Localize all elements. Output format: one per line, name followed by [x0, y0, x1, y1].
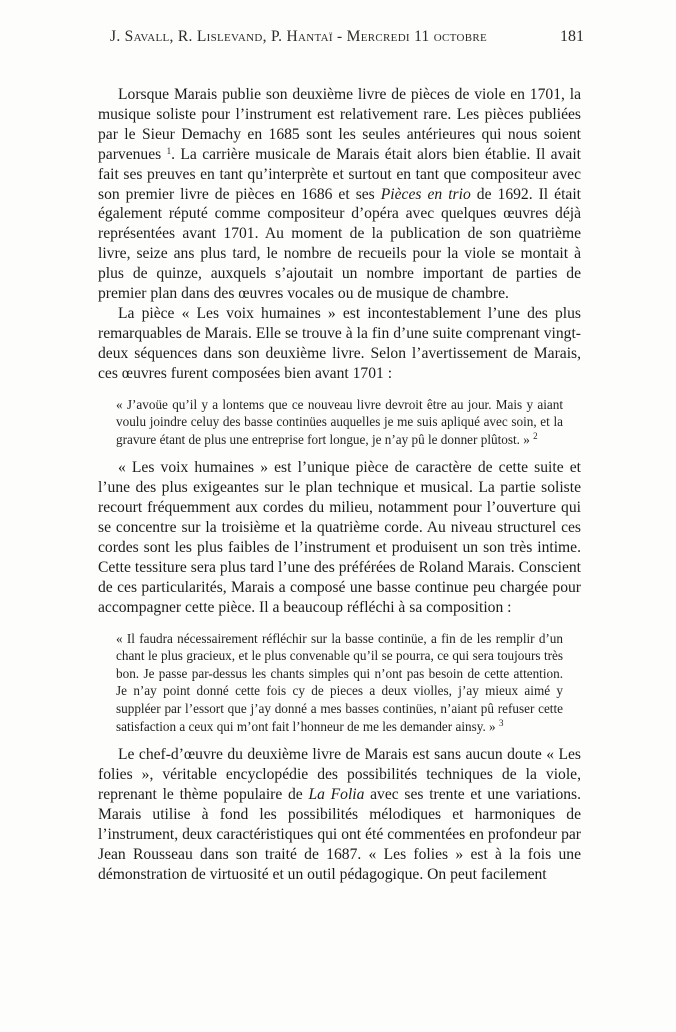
quote-1-text: « J’avoüe qu’il y a lontems que ce nouveau livre devroit être au jour. Mais y aiant voulu joindre celuy des basse continües auquelles je me suis apliqué avec soin, et la gravure étant de plus une entreprise fort longue, je n’ay pû le donner plûtost. »	[116, 396, 563, 447]
page-number: 181	[560, 28, 584, 45]
paragraph-3-text: « Les voix humaines » est l’unique pièce de caractère de cette suite et l’une des plus exigeantes sur le plan technique et musical. La partie soliste recourt fréquemment aux cordes du milieu, notamment pour l’ouverture qui se concentre sur la troisième et la quatrième corde. Au niveau structurel ces cordes sont les plus faibles de l’instrument et produisent un son très intime. Cette tessiture sera plus tard l’une des préférées de Roland Marais. Conscient de ces particularités, Marais a composé une basse continue peu chargée pour accompagner cette pièce. Il a beaucoup réfléchi à sa composition :	[98, 459, 581, 616]
paragraph-4	[98, 745, 581, 884]
block-quote-1	[116, 396, 563, 449]
footnote-ref-2[interactable]: 2	[533, 430, 538, 441]
paragraph-4-text: Le chef-d’œuvre du deuxième livre de Marais est sans aucun doute « Les folies », véritable encyclopédie des possibilités techniques de la viole, reprenant le thème populaire de	[98, 746, 581, 803]
paragraph-1-text-2: . La carrière musicale de Marais était alors bien établie. Il avait fait ses preuves en tant qu’interprète et surtout en tant que compositeur avec son premier livre de pièces en 1686 et ses	[98, 145, 581, 203]
paragraph-1	[98, 85, 581, 304]
footnote-ref-1[interactable]: 1	[166, 145, 172, 156]
quote-2-text: « Il faudra nécessairement réfléchir sur la basse continüe, a fin de les remplir d’un chant le plus gracieux, et le plus convenable qu’il se pourra, ce qui sera toujours très bon. Je passe par-dessus les chants simples qui n’ont pas besoin de cette attention. Je n’ay point donné cette fois cy de pieces a deux violles, j’ay mieux aimé y suppléer par l’essort que j’ay donné a mes basses continües, n’aiant pû refuser cette satisfaction a ceux qui m’ont fait l’honneur de me les demander ainsy. »	[116, 630, 563, 734]
block-quote-2	[116, 630, 563, 736]
footnote-ref-3[interactable]: 3	[498, 717, 504, 728]
paragraph-2-text: La pièce « Les voix humaines » est incontestablement l’une des plus remarquables de Marais. Elle se trouve à la fin d’une suite comprenant vingt-deux séquences dans son deuxième livre. Selon l’avertissement de Marais, ces œuvres furent composées bien avant 1701 :	[98, 304, 581, 382]
paragraph-1-text-3: de 1692. Il était également réputé comme compositeur d’opéra avec quelques œuvres déjà représentées avant 1701. Au moment de la publication de son quatrième livre, seize ans plus tard, le nombre de recueils pour la viole se montait à plus de quinze, auxquels s’ajoutait un nombre important de parties de premier plan dans des œuvres vocales ou de musique de chambre.	[98, 185, 581, 303]
paragraph-4-italic: La Folia	[308, 786, 365, 803]
paragraph-1-text: Lorsque Marais publie son deuxième livre de pièces de viole en 1701, la musique soliste pour l’instrument est relativement rare. Les pièces publiées par le Sieur Demachy en 1685 sont les seules antérieures qui nous soient parvenues	[98, 86, 581, 163]
text-body	[98, 85, 581, 885]
paragraph-1-italic: Pièces en trio	[380, 185, 471, 203]
paragraph-3	[98, 458, 581, 617]
paragraph-2	[98, 304, 581, 384]
running-title: J. Savall, R. Lislevand, P. Hantaï - Mercredi 11 octobre	[110, 28, 488, 45]
paragraph-4-text-2: avec ses trente et une variations. Marais utilise à fond les possibilités mélodiques et harmoniques de l’instrument, deux caractéristiques qui ont été commentées en profondeur par Jean Rousseau dans son traité de 1687. « Les folies » est à la fois une démonstration de virtuosité et un outil pédagogique. On peut facilement	[98, 786, 582, 883]
running-header	[110, 28, 584, 52]
